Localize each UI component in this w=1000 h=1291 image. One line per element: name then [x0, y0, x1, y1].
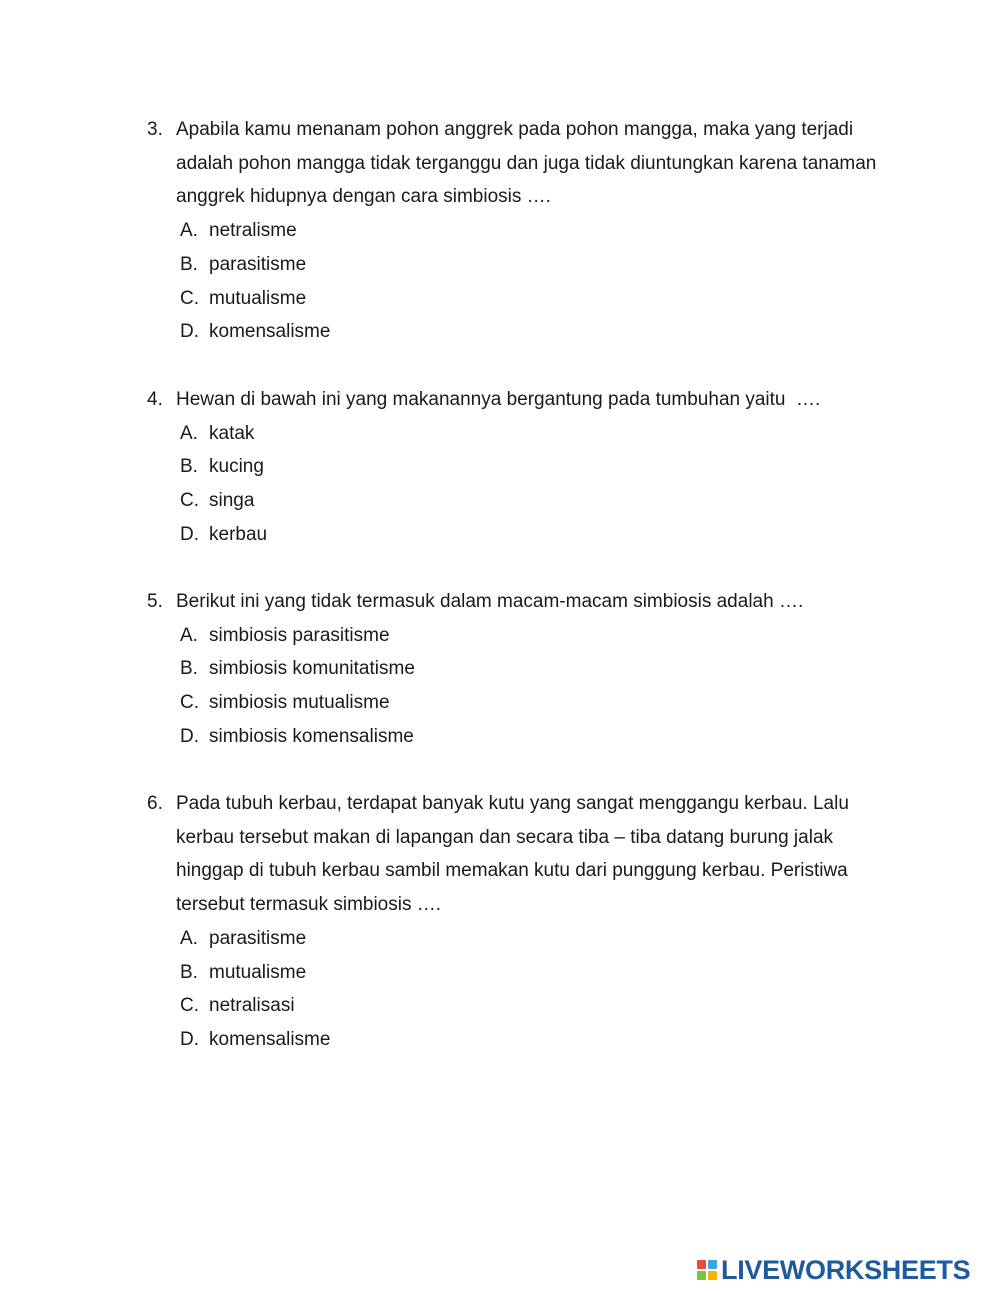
question-text: Berikut ini yang tidak termasuk dalam macam-macam simbiosis adalah …. — [176, 591, 804, 612]
option-text: parasitisme — [209, 253, 307, 275]
option-letter: B. — [180, 456, 198, 478]
option-text: katak — [209, 422, 255, 444]
option-letter: D. — [180, 725, 199, 747]
option-text: mutualisme — [209, 961, 307, 983]
option-letter: D. — [180, 1028, 199, 1050]
question-3 — [147, 113, 887, 349]
option-text: kerbau — [209, 523, 268, 545]
option-letter: D. — [180, 523, 199, 545]
liveworksheets-logo — [697, 1256, 970, 1284]
option-letter: B. — [180, 253, 198, 275]
question-number: 6. — [147, 793, 163, 814]
option-a — [180, 417, 887, 451]
option-letter: C. — [180, 995, 199, 1017]
option-text: simbiosis mutualisme — [209, 692, 390, 714]
option-text: komensalisme — [209, 1028, 331, 1050]
option-letter: D. — [180, 321, 199, 343]
option-letter: A. — [180, 422, 198, 444]
logo-block — [697, 1271, 706, 1280]
option-a — [180, 619, 887, 653]
option-d — [180, 518, 887, 552]
question-number: 5. — [147, 591, 163, 612]
option-c — [180, 484, 887, 518]
option-text: netralisme — [209, 220, 297, 242]
option-letter: A. — [180, 624, 198, 646]
option-b — [180, 248, 887, 282]
logo-block — [708, 1271, 717, 1280]
question-6 — [147, 787, 887, 1057]
option-text: simbiosis komensalisme — [209, 725, 414, 747]
option-c — [180, 282, 887, 316]
option-c — [180, 989, 887, 1023]
question-text: Apabila kamu menanam pohon anggrek pada pohon mangga, maka yang terjadi adalah pohon mangga tidak terganggu dan juga tidak diuntungkan karena tanaman anggrek hidupnya dengan cara simbiosis …. — [176, 119, 882, 208]
option-text: komensalisme — [209, 321, 331, 343]
question-text: Hewan di bawah ini yang makanannya bergantung pada tumbuhan yaitu …. — [176, 389, 821, 410]
logo-blocks-icon — [697, 1260, 717, 1280]
option-a — [180, 214, 887, 248]
option-letter: C. — [180, 692, 199, 714]
question-4 — [147, 383, 887, 552]
option-d — [180, 720, 887, 754]
option-text: simbiosis komunitatisme — [209, 658, 415, 680]
option-d — [180, 315, 887, 349]
logo-block — [708, 1260, 717, 1269]
option-b — [180, 450, 887, 484]
option-text: singa — [209, 490, 255, 512]
logo-block — [697, 1260, 706, 1269]
option-b — [180, 956, 887, 990]
option-text: kucing — [209, 456, 264, 478]
option-letter: C. — [180, 490, 199, 512]
logo-text: LIVEWORKSHEETS — [721, 1254, 971, 1285]
option-c — [180, 686, 887, 720]
option-letter: A. — [180, 927, 198, 949]
option-d — [180, 1023, 887, 1057]
option-letter: A. — [180, 220, 198, 242]
option-text: mutualisme — [209, 287, 307, 309]
question-text: Pada tubuh kerbau, terdapat banyak kutu yang sangat menggangu kerbau. Lalu kerbau tersebut makan di lapangan dan secara tiba – tiba datang burung jalak hinggap di tubuh kerbau sambil memakan kutu dari punggung kerbau. Peristiwa tersebut termasuk simbiosis …. — [176, 793, 855, 916]
question-number: 3. — [147, 119, 163, 140]
option-letter: C. — [180, 287, 199, 309]
option-a — [180, 922, 887, 956]
option-b — [180, 652, 887, 686]
question-5 — [147, 585, 887, 754]
option-letter: B. — [180, 658, 198, 680]
question-number: 4. — [147, 389, 163, 410]
option-text: netralisasi — [209, 995, 295, 1017]
option-text: parasitisme — [209, 927, 307, 949]
option-letter: B. — [180, 961, 198, 983]
option-text: simbiosis parasitisme — [209, 624, 390, 646]
